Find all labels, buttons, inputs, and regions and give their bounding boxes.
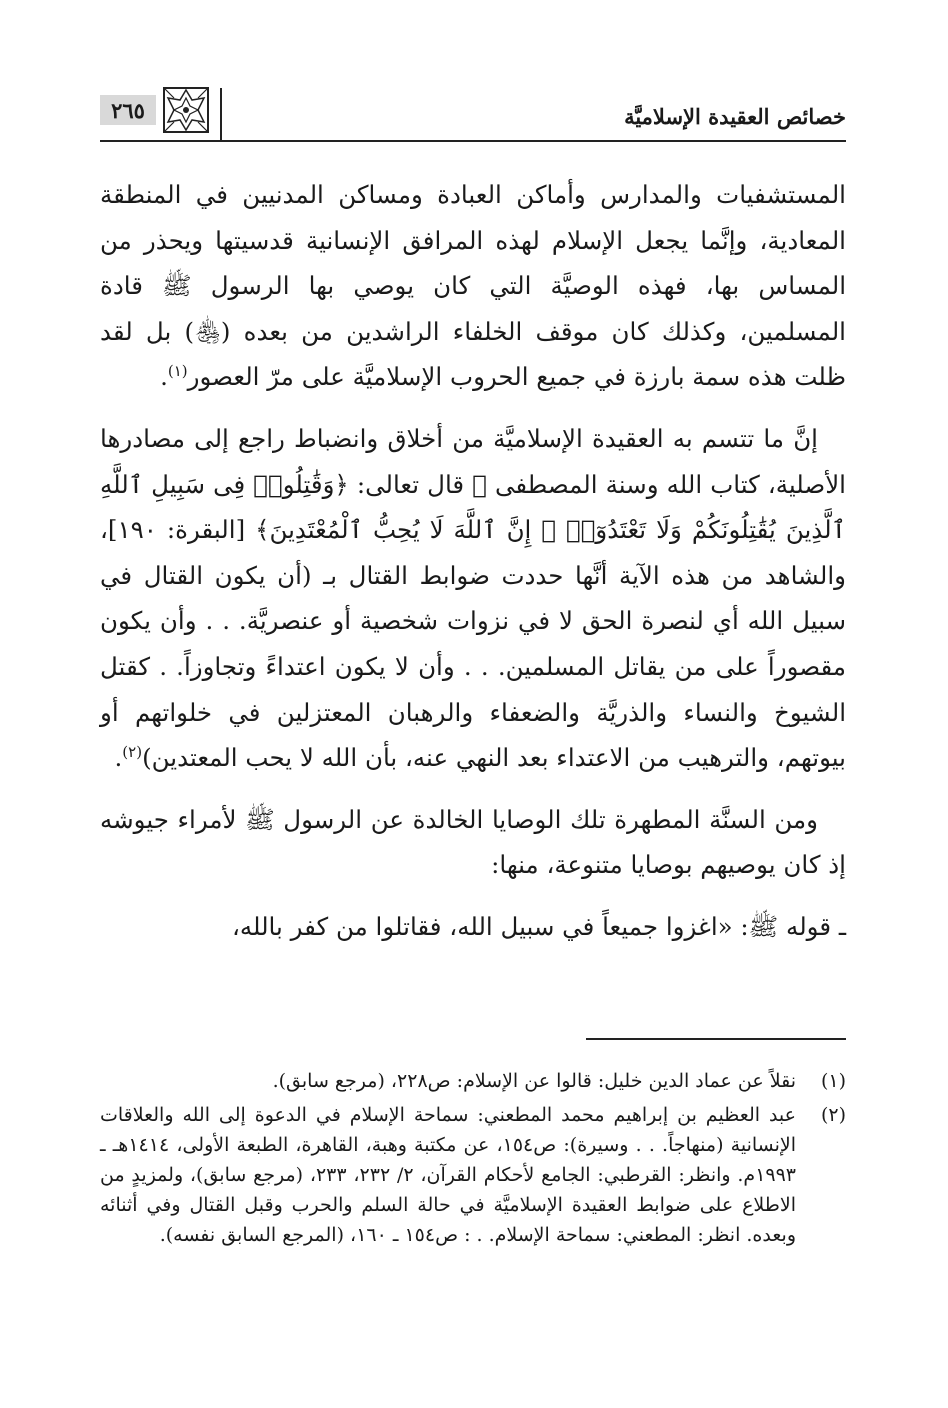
paragraph-1-text: المستشفيات والمدارس وأماكن العبادة ومساكن المدنيين في المنطقة المعادية، وإنَّما يجعل الإسلام لهذه المرافق الإنسانية قدسيتها ويحذر من المساس بها، فهذه الوصيَّة التي كان يوصي بها الرسول ﷺ قادة المسلمين، وكذلك كان موقف الخلفاء الراشدين من بعده (﵃) بل لقد ظلت هذه سمة بارزة في جميع الحروب الإسلاميَّة على مرّ العصور [100, 180, 846, 392]
page-header [100, 84, 846, 142]
footnote-ref-2[interactable]: (٢) [122, 742, 143, 761]
header-divider [220, 88, 222, 140]
footnotes [100, 1066, 846, 1254]
paragraph-2-text: إنَّ ما تتسم به العقيدة الإسلاميَّة من أخلاق وانضباط راجع إلى مصادرها الأصلية، كتاب الله وسنة المصطفى ﷺ قال تعالى: ﴿وَقَٰتِلُوا۟ فِى سَبِيلِ ٱللَّهِ ٱلَّذِينَ يُقَٰتِلُونَكُمْ وَلَا تَعْتَدُوٓا۟ ۚ إِنَّ ٱللَّهَ لَا يُحِبُّ ٱلْمُعْتَدِينَ﴾ [البقرة: ١٩٠]، والشاهد من هذه الآية أنَّها حددت ضوابط القتال بـ (أن يكون القتال في سبيل الله أي لنصرة الحق لا في نزوات شخصية أو عنصريَّة. . . وأن يكون مقصوراً على من يقاتل المسلمين. . . وأن لا يكون اعتداءً وتجاوزاً. . كقتل الشيوخ والنساء والذريَّة والضعفاء والرهبان المعتزلين في خلواتهم أو بيوتهم، والترهيب من الاعتداء بعد النهي عنه، بأن الله لا يحب المعتدين) [100, 423, 846, 773]
page-number: ٢٦٥ [100, 95, 156, 125]
paragraph-1-end: . [160, 362, 168, 392]
footnote-1-text: نقلاً عن عماد الدين خليل: قالوا عن الإسلام: ص٢٢٨، (مرجع سابق). [272, 1070, 796, 1092]
paragraph-1 [100, 172, 846, 400]
page-number-box [100, 90, 216, 130]
paragraph-3: ومن السنَّة المطهرة تلك الوصايا الخالدة عن الرسول ﷺ لأمراء جيوشه إذ كان يوصيهم بوصايا متنوعة، منها: [100, 804, 846, 880]
footnote-ref-1[interactable]: (١) [167, 362, 188, 381]
paragraph-2 [100, 416, 846, 781]
running-title: خصائص العقيدة الإسلاميَّة [624, 104, 846, 129]
footnote-2-number: (٢) [820, 1104, 846, 1126]
paragraph-2-end: . [114, 743, 123, 773]
footnote-2 [100, 1100, 846, 1250]
paragraph-4: ـ قوله ﷺ: «اغزوا جميعاً في سبيل الله، فقاتلوا من كفر بالله، [231, 911, 846, 941]
ornament-icon [162, 86, 210, 134]
footnote-1-number: (١) [820, 1070, 846, 1092]
footnote-separator [586, 1038, 846, 1040]
main-text [100, 172, 846, 966]
footnote-1 [100, 1066, 846, 1096]
footnote-2-text: عبد العظيم بن إبراهيم محمد المطعني: سماحة الإسلام في الدعوة إلى الله والعلاقات الإنسانية (منهاجاً. . . وسيرة): ص١٥٤، عن مكتبة وهبة، القاهرة، الطبعة الأولى، ١٤١٤هـ ـ ١٩٩٣م. وانظر: القرطبي: الجامع لأحكام القرآن، ٢/ ٢٣٢، ٢٣٣، (مرجع سابق)، ولمزيدٍ من الاطلاع على ضوابط العقيدة الإسلاميَّة في حالة السلم والحرب وقبل القتال وفي أثنائه وبعده. انظر: المطعني: سماحة الإسلام. . : ص١٥٤ ـ ١٦٠، (المرجع السابق نفسه). [100, 1104, 797, 1246]
header-rule [100, 140, 846, 142]
